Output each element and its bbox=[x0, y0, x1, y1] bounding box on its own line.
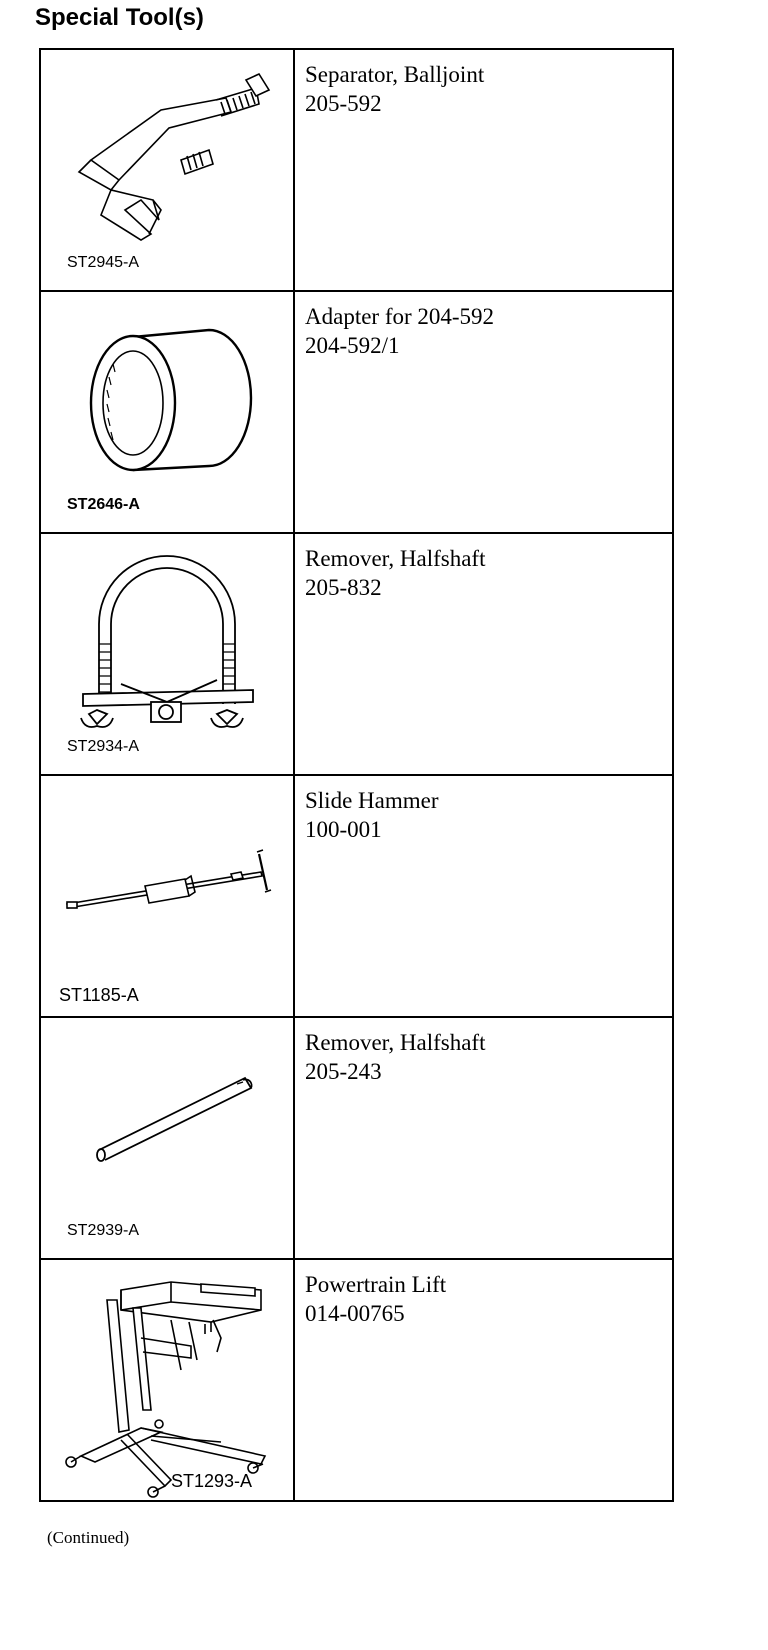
table-row bbox=[40, 49, 673, 291]
tool-name: Slide Hammer bbox=[305, 788, 439, 813]
tool-name: Remover, Halfshaft bbox=[305, 1030, 486, 1055]
special-tools-table bbox=[39, 48, 674, 1502]
tool-name: Remover, Halfshaft bbox=[305, 546, 486, 571]
tool-number: 014-00765 bbox=[305, 1301, 405, 1326]
tool-number: 205-592 bbox=[305, 91, 382, 116]
tool-illustration-cell bbox=[40, 533, 294, 775]
tool-name: Separator, Balljoint bbox=[305, 62, 485, 87]
table-row bbox=[40, 775, 673, 1017]
tool-description-cell bbox=[294, 1259, 673, 1501]
tool-code: ST2646-A bbox=[67, 496, 140, 513]
tool-description-cell bbox=[294, 291, 673, 533]
table-row bbox=[40, 1259, 673, 1501]
tool-description-cell bbox=[294, 533, 673, 775]
table-row bbox=[40, 1017, 673, 1259]
tool-illustration-cell bbox=[40, 291, 294, 533]
tool-number: 100-001 bbox=[305, 817, 382, 842]
tool-description-cell bbox=[294, 49, 673, 291]
slide-hammer-icon bbox=[41, 776, 295, 1018]
tool-description-cell bbox=[294, 775, 673, 1017]
tool-code: ST1185-A bbox=[59, 985, 139, 1005]
tool-code: ST2939-A bbox=[67, 1222, 140, 1239]
tool-illustration-cell bbox=[40, 1259, 294, 1501]
table-row bbox=[40, 291, 673, 533]
tool-description-cell bbox=[294, 1017, 673, 1259]
tool-illustration-cell bbox=[40, 1017, 294, 1259]
tool-illustration-cell bbox=[40, 49, 294, 291]
powertrain-lift-icon bbox=[41, 1260, 295, 1502]
tool-code: ST1293-A bbox=[171, 1471, 253, 1491]
tool-code: ST2945-A bbox=[67, 254, 140, 271]
table-row bbox=[40, 533, 673, 775]
tool-number: 205-832 bbox=[305, 575, 382, 600]
tool-name: Powertrain Lift bbox=[305, 1272, 447, 1297]
continued-note: (Continued) bbox=[47, 1528, 130, 1547]
tool-illustration-cell bbox=[40, 775, 294, 1017]
tool-code: ST2934-A bbox=[67, 738, 140, 755]
page-title: Special Tool(s) bbox=[35, 4, 204, 31]
tool-number: 205-243 bbox=[305, 1059, 382, 1084]
tool-name: Adapter for 204-592 bbox=[305, 304, 495, 329]
tool-number: 204-592/1 bbox=[305, 333, 400, 358]
